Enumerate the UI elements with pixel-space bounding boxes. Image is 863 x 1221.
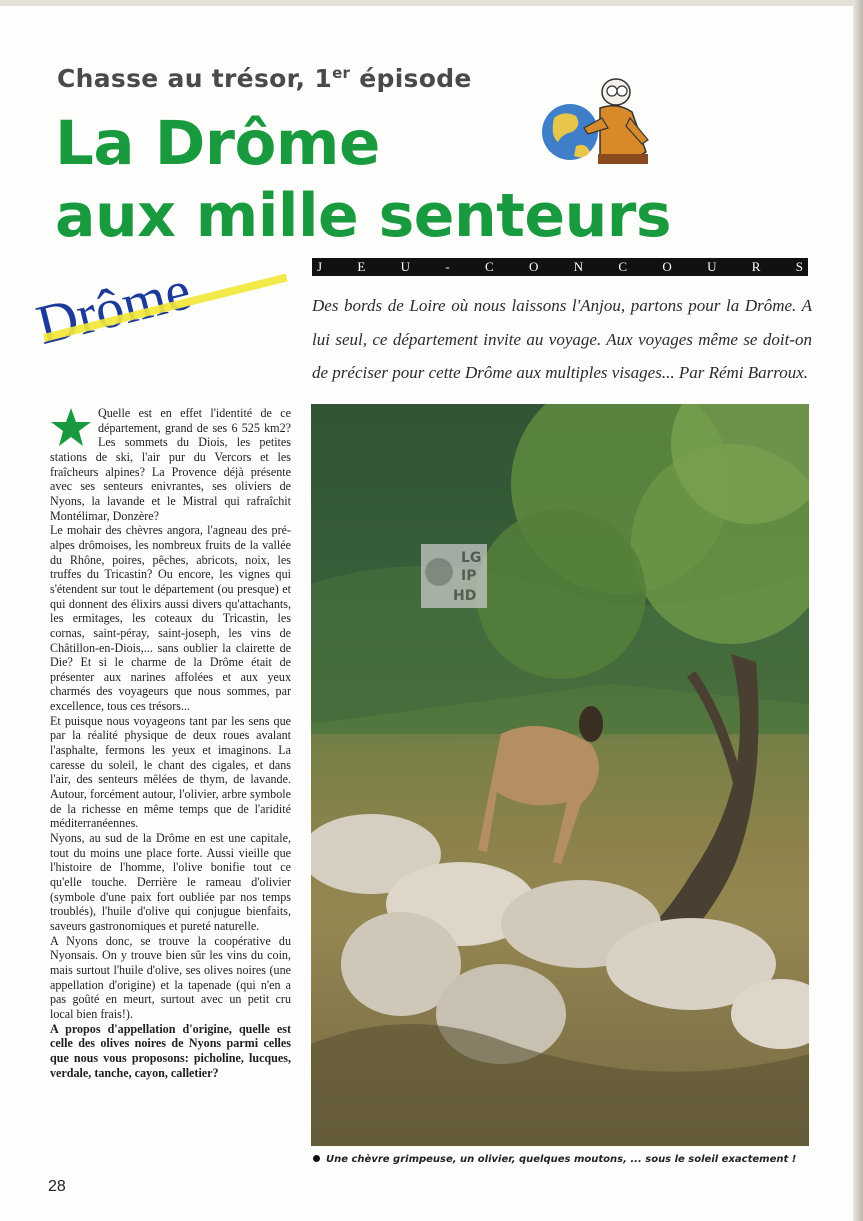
photo-caption: Une chèvre grimpeuse, un olivier, quelques moutons, ... sous le soleil exactement !: [313, 1154, 796, 1165]
banner-letter: O: [528, 259, 539, 274]
contest-question: A propos d'appellation d'origine, quelle est celle des olives noires de Nyons parmi celles que nous vous proposons: picholine, lucques, verdale, tanche, cayon, calletier?: [50, 1021, 291, 1080]
banner-letter: C: [485, 259, 494, 274]
body-paragraph: Nyons, au sud de la Drôme en est une capitale, tout du moins une place forte. Aussi vieille que l'histoire de l'homme, l'olive bonifie tout ce qu'elle touche. Derrière le rameau d'olivier (symbole d'une paix fort oubliée par nos temps troublés), l'huile d'olive qui conjugue bienfaits, saveurs gastronomiques et pureté naturelle.: [50, 831, 291, 933]
body-paragraph: Et puisque nous voyageons tant par les sens que par la réalité physique de deux roues avalant l'asphalte, fermons les yeux et imaginons. La caresse du soleil, le chant des cigales, et dans l'air, des senteurs mêlées de thym, de lavande. Autour, forcément autour, l'olivier, arbre symbole de la richesse en même temps que de l'aridité méditerranéennes.: [50, 713, 291, 831]
body-paragraph: Quelle est en effet l'identité de ce département, grand de ses 6 525 km2? Les sommets du Diois, les petites stations de ski, l'air pur du Vercors et les fraîcheurs alpines? La Provence déjà présente avec ses senteurs enivrantes, ses oliviers de Nyons, la lavande et le Mistral qui rafraîchit Montélimar, Donzère?: [50, 406, 291, 523]
banner-letter: O: [662, 259, 672, 274]
banner-letter: E: [357, 259, 366, 274]
intro-paragraph: Des bords de Loire où nous laissons l'Anjou, partons pour la Drôme. A lui seul, ce département invite au voyage. Aux voyages même se doit-on de préciser pour cette Drôme aux multiples visages... Par Rémi Barroux.: [312, 296, 812, 382]
drome-stamp-word: Drôme: [30, 259, 197, 358]
kicker-heading: Chasse au trésor, 1er épisode: [57, 64, 472, 93]
title-line-1: La Drôme: [55, 108, 380, 179]
svg-text:HD: HD: [453, 588, 477, 604]
watermark-badge: [421, 544, 487, 608]
banner-letter: U: [400, 259, 411, 274]
banner-letter: R: [751, 259, 761, 274]
drome-stamp: [30, 259, 294, 390]
banner-letter: U: [707, 259, 717, 274]
globe-mascot-illustration: [536, 74, 660, 174]
body-paragraph: Le mohair des chèvres angora, l'agneau des pré-alpes drômoises, les nombreux fruits de la vallée du Rhône, poires, pêches, abricots, noix, les truffes du Tricastin? Ou encore, les vignes qui s'étendent sur tout le département (ou presque) et qui donnent des élixirs aussi divers qu'attachants, les ermitages, les coteaux du Tricastin, les cornas, saint-péray, saint-joseph, les vins de Châtillon-en-Diois,... sans oublier la clairette de Die? Et si le charme de la Drôme était de présenter aux narines affolées et aux yeux charmés des voyageurs que nous sommes, par excellence, tous ces trésors...: [50, 523, 291, 714]
banner-letter: J: [317, 259, 323, 274]
bullet-icon: [313, 1155, 320, 1162]
banner-letter: C: [618, 259, 628, 274]
page-top-edge: [0, 0, 863, 6]
title-line-2: aux mille senteurs: [55, 181, 672, 251]
landscape-photo: [311, 404, 809, 1146]
page-binding-edge: [853, 0, 863, 1221]
page-number: 28: [48, 1178, 66, 1195]
jeu-concours-banner: [312, 258, 808, 276]
banner-letter: S: [795, 259, 803, 274]
svg-text:IP: IP: [461, 568, 477, 584]
svg-text:LG: LG: [461, 550, 482, 566]
star-icon: [50, 406, 92, 448]
body-paragraph: A Nyons donc, se trouve la coopérative du Nyonsais. On y trouve bien sûr les vins du coin, mais surtout l'huile d'olive, ses olives noires (une appellation d'origine) et la tapenade (qui n'en a pas goûté en meurt, surtout avec un petit cru local bien frais!).: [50, 933, 291, 1021]
article-body: [50, 406, 291, 1080]
banner-letter: -: [445, 259, 450, 274]
banner-letter: N: [573, 259, 584, 274]
